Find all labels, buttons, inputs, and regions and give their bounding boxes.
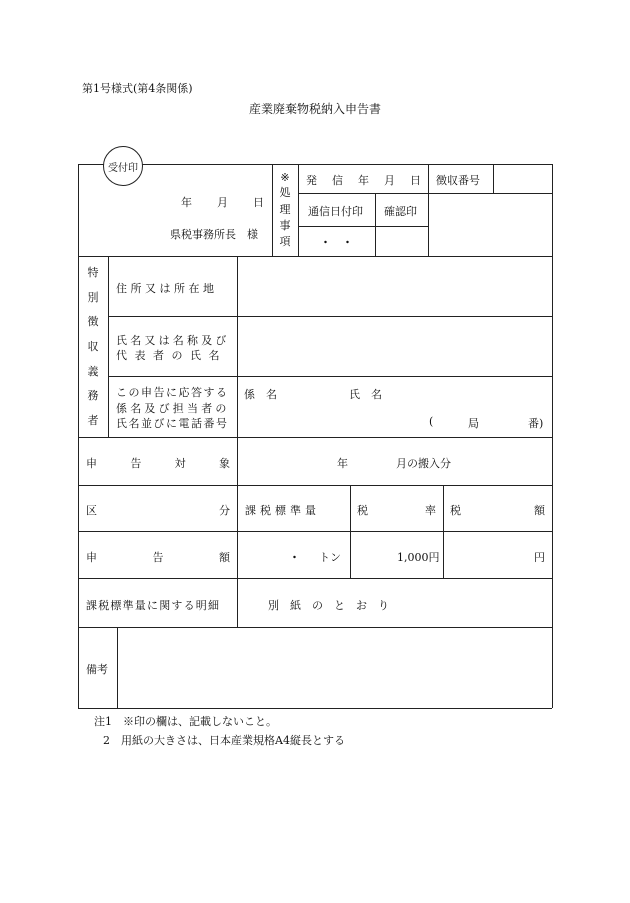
rate-value: 1,000円	[397, 551, 440, 564]
processing-char: 事	[279, 218, 291, 232]
label-value-border	[237, 256, 238, 627]
obligor-char: 別	[87, 290, 99, 304]
report-target-year: 年	[337, 457, 348, 470]
obligor-label-border	[108, 256, 109, 437]
date-month-char: 月	[217, 196, 228, 209]
addressee: 県税事務所長 様	[170, 228, 258, 241]
date-year-char: 年	[181, 196, 192, 209]
processing-label	[274, 171, 296, 249]
report-target-label	[86, 455, 230, 471]
rate-char: 率	[425, 504, 436, 517]
contact-label-line3: 氏名並びに電話番号	[116, 417, 229, 430]
base-decimal-dot: ・	[289, 551, 300, 564]
amount-column-header	[450, 502, 545, 518]
rate-column-header	[357, 502, 436, 518]
reception-stamp	[103, 146, 143, 186]
confirm-stamp-label: 確認印	[384, 205, 417, 218]
table-right-border	[552, 164, 553, 708]
obligor-char: 務	[87, 389, 99, 403]
declared-char: 申	[86, 551, 97, 564]
declared-amount-label	[86, 549, 230, 565]
note-1: 注1 ※印の欄は、記載しないこと。	[94, 715, 277, 728]
note-2: 2 用紙の大きさは、日本産業規格A4縦長とする	[103, 734, 345, 747]
target-char: 告	[130, 457, 142, 470]
row-divider-8	[78, 627, 552, 628]
base-unit: トン	[319, 551, 341, 564]
target-char: 対	[174, 457, 186, 470]
send-date-label	[306, 172, 421, 188]
send-date-char: 日	[410, 174, 421, 187]
send-date-char: 年	[358, 174, 369, 187]
processing-col-border	[428, 164, 429, 256]
send-date-char: 信	[332, 174, 343, 187]
table-bottom-border	[78, 708, 552, 709]
obligor-vertical-label	[80, 264, 106, 428]
processing-mark: ※	[280, 171, 290, 184]
processing-char: 処	[279, 186, 291, 200]
amount-char: 額	[534, 504, 545, 517]
phone-open-paren: (	[429, 415, 434, 428]
rate-char: 税	[357, 504, 368, 517]
processing-char: 項	[279, 235, 291, 248]
obligor-char: 義	[87, 364, 99, 378]
remarks-label-border	[117, 627, 118, 708]
name-label-line1: 氏名又は名称及び	[116, 334, 230, 347]
declared-char: 額	[219, 551, 230, 564]
obligor-char: 徴	[87, 315, 99, 329]
processing-row-divider	[298, 193, 552, 194]
table-left-border	[78, 164, 79, 708]
base-column-header: 課税標準量	[245, 504, 320, 517]
comm-date-dots: ・ ・	[320, 236, 353, 249]
declared-char: 告	[152, 551, 164, 564]
row-divider-3	[108, 376, 552, 377]
row-divider-6	[78, 531, 552, 532]
phone-number-label: 番)	[528, 417, 544, 430]
processing-stamp-divider	[298, 226, 428, 227]
form-title: 産業廃棄物税納入申告書	[248, 102, 381, 116]
amount-char: 税	[450, 504, 461, 517]
processing-label-border	[298, 164, 299, 256]
rate-amount-border	[443, 485, 444, 578]
category-label	[86, 502, 230, 518]
row-divider-1	[78, 256, 552, 257]
collection-number-label: 徴収番号	[436, 174, 480, 187]
send-date-char: 月	[384, 174, 395, 187]
amount-unit: 円	[534, 551, 545, 564]
base-rate-border	[350, 485, 351, 578]
target-char: 象	[218, 457, 230, 470]
contact-label-line2: 係名及び担当者の	[116, 402, 230, 415]
detail-label: 課税標準量に関する明細	[86, 599, 221, 612]
row-divider-4	[78, 437, 552, 438]
report-target-month: 月の搬入分	[396, 457, 451, 470]
category-char: 分	[219, 504, 230, 517]
person-name-label: 氏 名	[349, 388, 382, 401]
form-number: 第1号様式(第4条関係)	[82, 82, 193, 95]
table-top-border-right	[142, 164, 552, 165]
comm-date-stamp-label: 通信日付印	[308, 205, 363, 218]
collection-number-border	[493, 164, 494, 193]
row-divider-5	[78, 485, 552, 486]
target-char: 申	[86, 457, 97, 470]
row-divider-7	[78, 578, 552, 579]
obligor-char: 収	[87, 339, 99, 353]
obligor-char: 特	[87, 266, 99, 279]
detail-value: 別 紙 の と お り	[268, 599, 389, 612]
name-label-line2: 代表者の氏名	[116, 349, 227, 362]
section-name-label: 係 名	[244, 388, 277, 401]
contact-label-line1: この申告に応答する	[116, 386, 229, 399]
stamp-col-border	[375, 193, 376, 256]
remarks-label: 備考	[86, 663, 108, 676]
obligor-char: 者	[87, 413, 99, 427]
processing-left-border	[272, 164, 273, 256]
phone-bureau-label: 局	[468, 417, 479, 430]
row-divider-2	[108, 316, 552, 317]
reception-stamp-label: 受付印	[108, 162, 138, 174]
send-date-char: 発	[306, 174, 317, 187]
category-char: 区	[86, 504, 97, 517]
date-day-char: 日	[253, 196, 264, 209]
processing-char: 理	[279, 202, 291, 216]
address-label: 住所又は所在地	[116, 282, 218, 295]
